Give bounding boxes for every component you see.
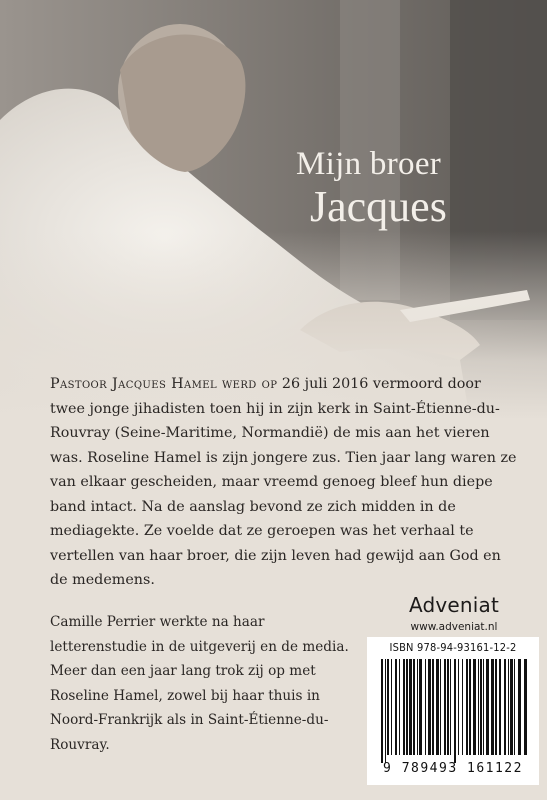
- barcode-bar: [417, 659, 418, 755]
- barcode-bar: [510, 659, 513, 755]
- barcode-bar: [413, 659, 415, 755]
- book-blurb: [50, 372, 520, 593]
- barcode-bar: [419, 659, 422, 755]
- barcode: [367, 637, 539, 785]
- barcode-bar: [409, 659, 412, 755]
- barcode-bar: [508, 659, 509, 755]
- barcode-bar: [395, 659, 397, 755]
- barcode-bar: [486, 659, 489, 755]
- barcode-bar: [381, 659, 383, 763]
- barcode-bar: [514, 659, 515, 755]
- title-line-2: Jacques: [310, 182, 447, 231]
- barcode-bar: [387, 659, 389, 755]
- barcode-bar: [478, 659, 479, 755]
- barcode-bar: [518, 659, 521, 755]
- barcode-bar: [462, 659, 463, 755]
- author-bio: Camille Perrier werkte na haar letterenstudie in de uitgeverij en de media. Meer dan een jaar lang trok zij op met Roseline Hamel, zowel bij haar thuis in Noord-Frankrijk als in Saint-Étienne-du-Rouvray.: [50, 614, 349, 753]
- blurb-text: 26 juli 2016 vermoord door twee jonge jihadisten toen hij in zijn kerk in Saint-Étienne-du-Rouvray (Seine-Maritime, Normandië) de mis aan het vieren was. Roseline Hamel is zijn jongere zus. Tien jaar lang waren ze van elkaar gescheiden, maar vreemd genoeg bleef hun diepe band intact. Na de aanslag bevond ze zich midden in de mediagekte. Ze voelde dat ze geroepen was het verhaal te vertellen van haar broer, die zijn leven had gewijd aan God en de medemens.: [50, 376, 517, 588]
- barcode-bar: [491, 659, 494, 755]
- barcode-bar: [504, 659, 506, 755]
- barcode-bar: [403, 659, 405, 755]
- barcode-bar: [436, 659, 439, 755]
- book-title: [296, 146, 447, 232]
- barcode-bar: [391, 659, 392, 755]
- barcode-bar: [473, 659, 476, 755]
- barcode-bar: [440, 659, 441, 755]
- barcode-bar: [399, 659, 400, 755]
- barcode-bar: [406, 659, 408, 755]
- blurb-lead: Pastoor Jacques Hamel werd op: [50, 376, 278, 392]
- barcode-bar: [458, 659, 459, 755]
- title-line-1: Mijn broer: [296, 146, 442, 182]
- barcode-bar: [385, 659, 386, 763]
- barcode-bar: [425, 659, 426, 755]
- barcode-bar: [524, 659, 527, 755]
- publisher-block: [384, 593, 524, 633]
- barcode-bar: [454, 659, 456, 763]
- barcode-bar: [432, 659, 434, 755]
- publisher-url: www.adveniat.nl: [410, 621, 498, 633]
- barcode-bar: [499, 659, 501, 755]
- isbn-label: ISBN 978-94-93161-12-2: [389, 641, 517, 654]
- barcode-bars: [379, 659, 533, 763]
- barcode-digits: 9 789493 161122: [383, 761, 523, 776]
- publisher-logo: Adveniat: [408, 593, 500, 617]
- barcode-bar: [469, 659, 471, 755]
- barcode-bar: [450, 659, 451, 755]
- barcode-bar: [483, 659, 484, 755]
- barcode-bar: [428, 659, 431, 755]
- barcode-bar: [447, 659, 449, 755]
- barcode-bar: [444, 659, 446, 755]
- barcode-bar: [480, 659, 482, 755]
- barcode-bar: [466, 659, 468, 755]
- barcode-bar: [495, 659, 497, 755]
